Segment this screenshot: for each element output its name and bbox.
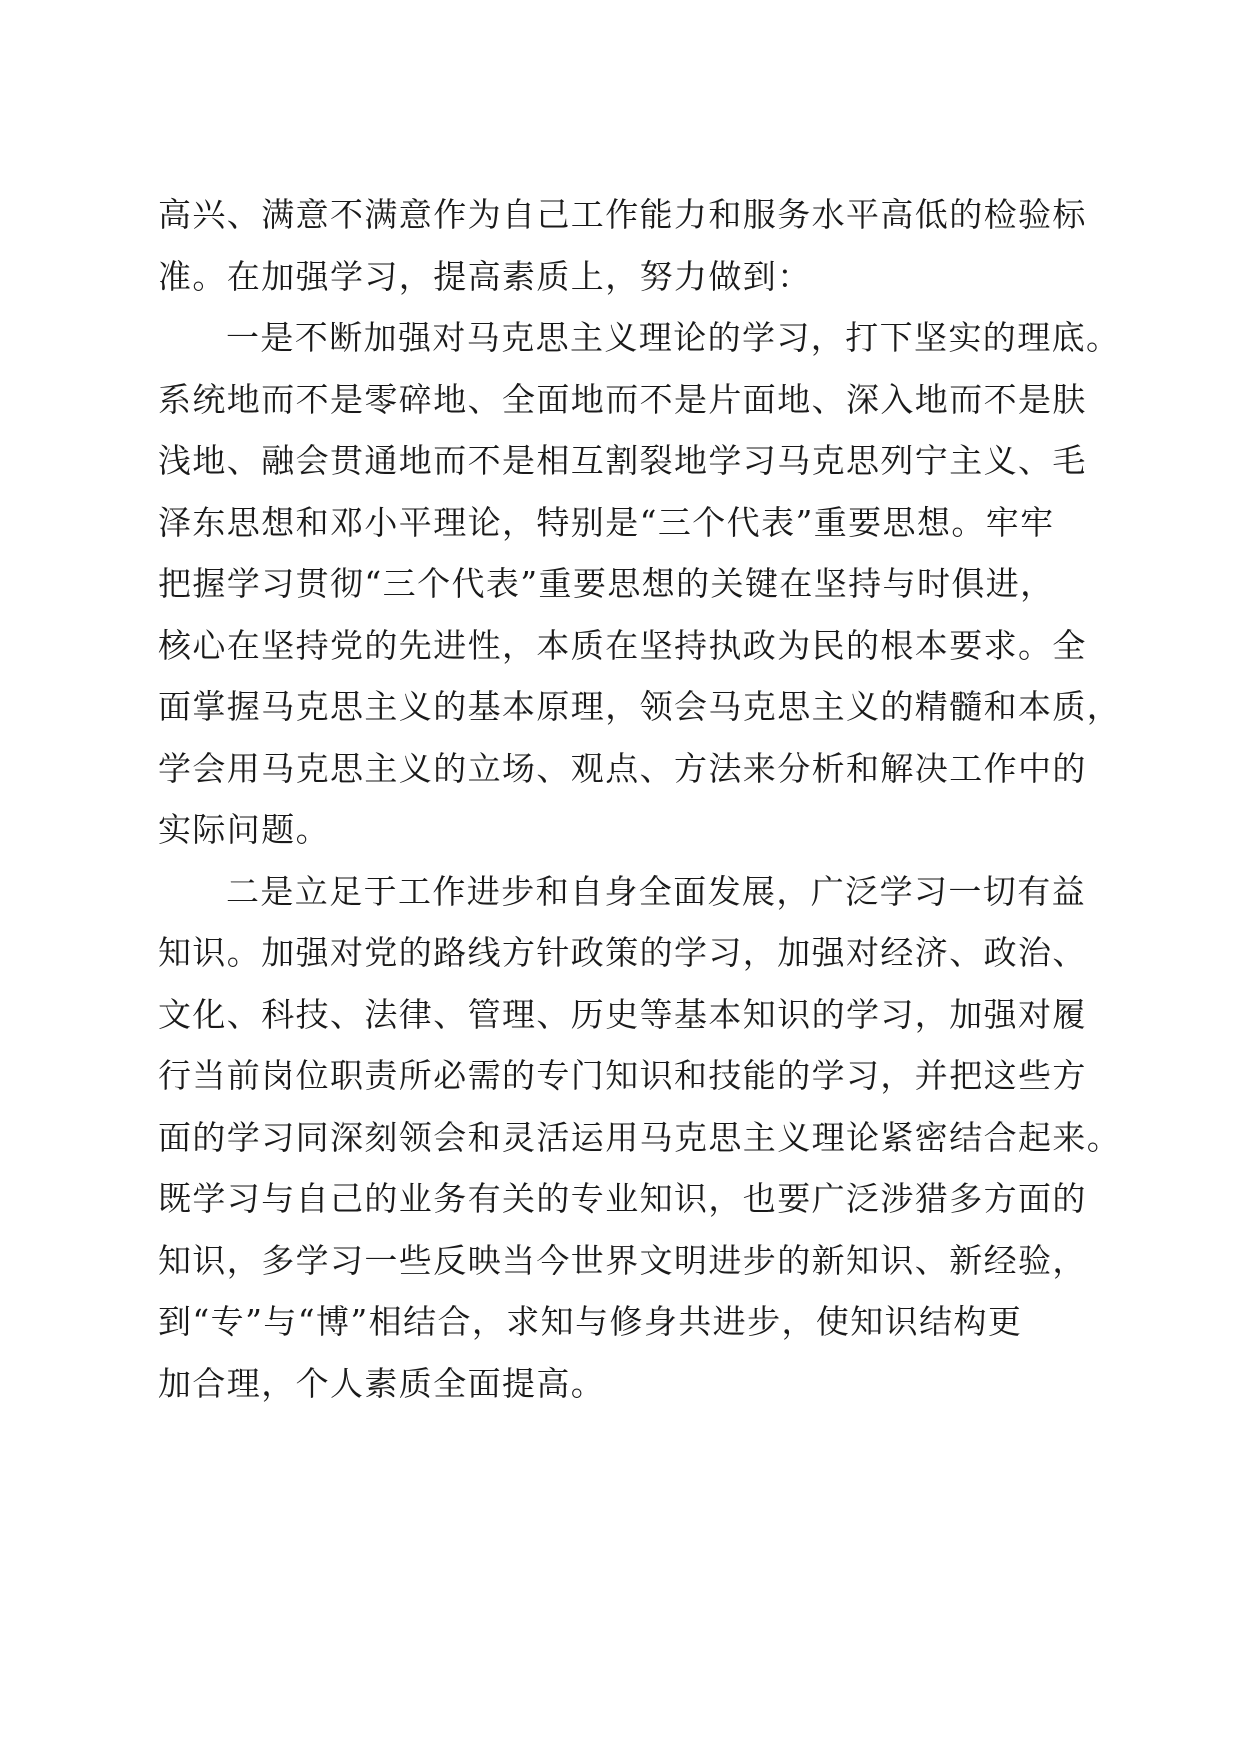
text-line: 文化、科技、法律、管理、历史等基本知识的学习，加强对履	[158, 994, 1087, 1034]
text-line: 知识。加强对党的路线方针政策的学习，加强对经济、政治、	[158, 933, 1087, 972]
text-line: 核心在坚持党的先进性，本质在坚持执政为民的根本要求。全	[158, 625, 1087, 665]
text-line: 系统地而不是零碎地、全面地而不是片面地、深入地而不是肤	[158, 379, 1087, 419]
text-line: 面的学习同深刻领会和灵活运用马克思主义理论紧密结合起来。	[158, 1117, 1122, 1157]
body-text	[158, 184, 1122, 1414]
text-line: 把握学习贯彻“三个代表”重要思想的关键在坚持与时俱进，	[158, 564, 1055, 603]
text-line: 加合理，个人素质全面提高。	[158, 1363, 606, 1403]
paragraph-broad-learning	[158, 861, 1122, 1415]
text-line: 高兴、满意不满意作为自己工作能力和服务水平高低的检验标	[158, 195, 1087, 234]
text-line: 面掌握马克思主义的基本原理，领会马克思主义的精髓和本质，	[158, 687, 1122, 726]
paragraph-marxism-theory	[158, 307, 1122, 861]
paragraph-continuation	[158, 184, 1087, 307]
text-line: 二是立足于工作进步和自身全面发展，广泛学习一切有益	[226, 871, 1086, 911]
text-line: 泽东思想和邓小平理论，特别是“三个代表”重要思想。牢牢	[158, 502, 1055, 542]
text-line: 浅地、融会贯通地而不是相互割裂地学习马克思列宁主义、毛	[158, 441, 1087, 480]
text-line: 行当前岗位职责所必需的专门知识和技能的学习，并把这些方	[158, 1056, 1087, 1095]
text-line: 一是不断加强对马克思主义理论的学习，打下坚实的理底。	[226, 318, 1121, 357]
text-line: 准。在加强学习，提高素质上，努力做到：	[158, 256, 812, 296]
text-line: 既学习与自己的业务有关的专业知识，也要广泛涉猎多方面的	[158, 1179, 1087, 1218]
text-line: 实际问题。	[158, 810, 330, 849]
text-line: 知识，多学习一些反映当今世界文明进步的新知识、新经验，	[158, 1240, 1087, 1280]
text-line: 到“专”与“博”相结合，求知与修身共进步，使知识结构更	[158, 1302, 1023, 1341]
text-line: 学会用马克思主义的立场、观点、方法来分析和解决工作中的	[158, 748, 1087, 788]
